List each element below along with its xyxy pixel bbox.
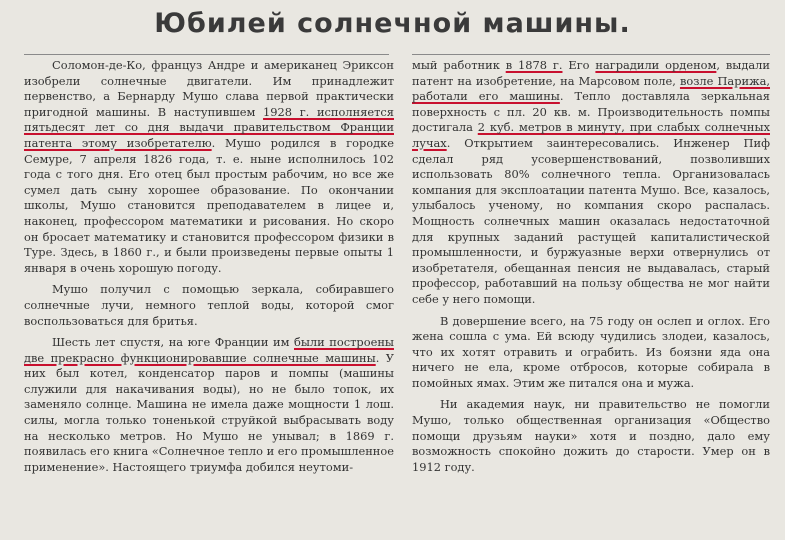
underlined-text: 1928 г. исполняется пятьдесят лет со дня выдачи правительством Франции патента этому изобретателю [24,104,394,150]
title-divider-right [412,54,770,55]
text-run: . У них был котел, конденсатор паров и помпы (машины служили для накачивания воды), но не было топок, их заменяло солнце. Машина не имела даже мощности 1 лош. силы, могла только тоненькой струйкой выбрасывать воду на несколько метров. Но Мушо не унывал; в 1869 г. появилась его книга «Солнечное тепло и его промышленное применение». Настоящего триумфа добился неутоми- [24,350,394,474]
right-column [412,58,770,481]
text-run: Мушо получил с помощью зеркала, собиравшего солнечные лучи, немного теплой воды, которой смог воспользоваться для бритья. [24,282,394,328]
paragraph [24,58,394,276]
underlined-text: наградили орденом [595,58,717,72]
paragraph [412,397,770,475]
underlined-text: в 1878 г. [505,58,563,72]
left-column [24,58,394,481]
paragraph [24,282,394,329]
underlined-text: 2 куб. метров в минуту, при слабых солнечных лучах [412,120,770,150]
text-run: , выдали патент на изобретение, на Марсовом поле, [412,58,770,88]
underlined-text: возле Парижа, работали его машины [412,73,770,104]
paragraph [412,314,770,392]
text-run: мый работник [412,58,506,72]
text-run: Соломон-де-Ко, француз Андре и американец Эриксон изобрели солнечные двигатели. Им принадлежит первенство, а Бернарду Мушо слава первой практически пригодной машины. В наступившем [24,58,394,119]
text-run: Его [562,58,596,72]
paragraph [24,335,394,475]
text-run: . Тепло доставляла зеркальная поверхность с пл. 20 кв. м. Производительность помпы достигала [412,89,770,135]
title-divider-left [24,54,389,55]
text-run: . Открытием заинтересовались. Инженер Пиф сделал ряд усовершенствований, позволивших использовать 80% солнечного тепла. Организовалась компания для эксплоатации патента Мушо. Все, казалось, улыбалось ученому, но компания скоро распалась. Мощность солнечных машин оказалась недостаточной для крупных заданий растущей капиталистической промышленности, и буржуазные верхи отвернулись от изобретателя, обещанная пенсия не выдавалась, старый профессор, работавший на пользу общества не мог найти себе у него помощи. [412,135,770,306]
article-title: Юбилей солнечной машины. [154,8,631,39]
text-run: В довершение всего, на 75 году он ослеп и оглох. Его жена сошла с ума. Ей всюду чудились злодеи, казалось, что их хотят отравить и ограбить. Из боязни яда она ничего не ела, кроме отбросов, которые собирала в помойных ямах. Этим же питался она и мужа. [412,313,770,390]
paragraph-continued [412,58,770,308]
text-run: . Мушо родился в городке Семуре, 7 апреля 1826 года, т. е. ныне исполнилось 102 года с того дня. Его отец был простым рабочим, но все же сумел дать сыну хорошее образование. По окончании школы, Мушо становится преподавателем в лицее и, наконец, профессором математики и рисования. Но скоро он бросает математику и становится профессором физики в Туре. Здесь, в 1860 г., и были произведены первые опыты 1 января в очень хорошую погоду. [24,135,395,275]
text-run: Ни академия наук, ни правительство не помогли Мушо, только общественная организация «Общество помощи друзьям науки» хотя и поздно, дало ему возможность спокойно дожить до старости. Умер он в 1912 году. [412,397,770,474]
underlined-text: были построены две прекрасно функционировавшие солнечные машины [24,335,394,365]
text-run: Шесть лет спустя, на юге Франции им [52,335,294,350]
